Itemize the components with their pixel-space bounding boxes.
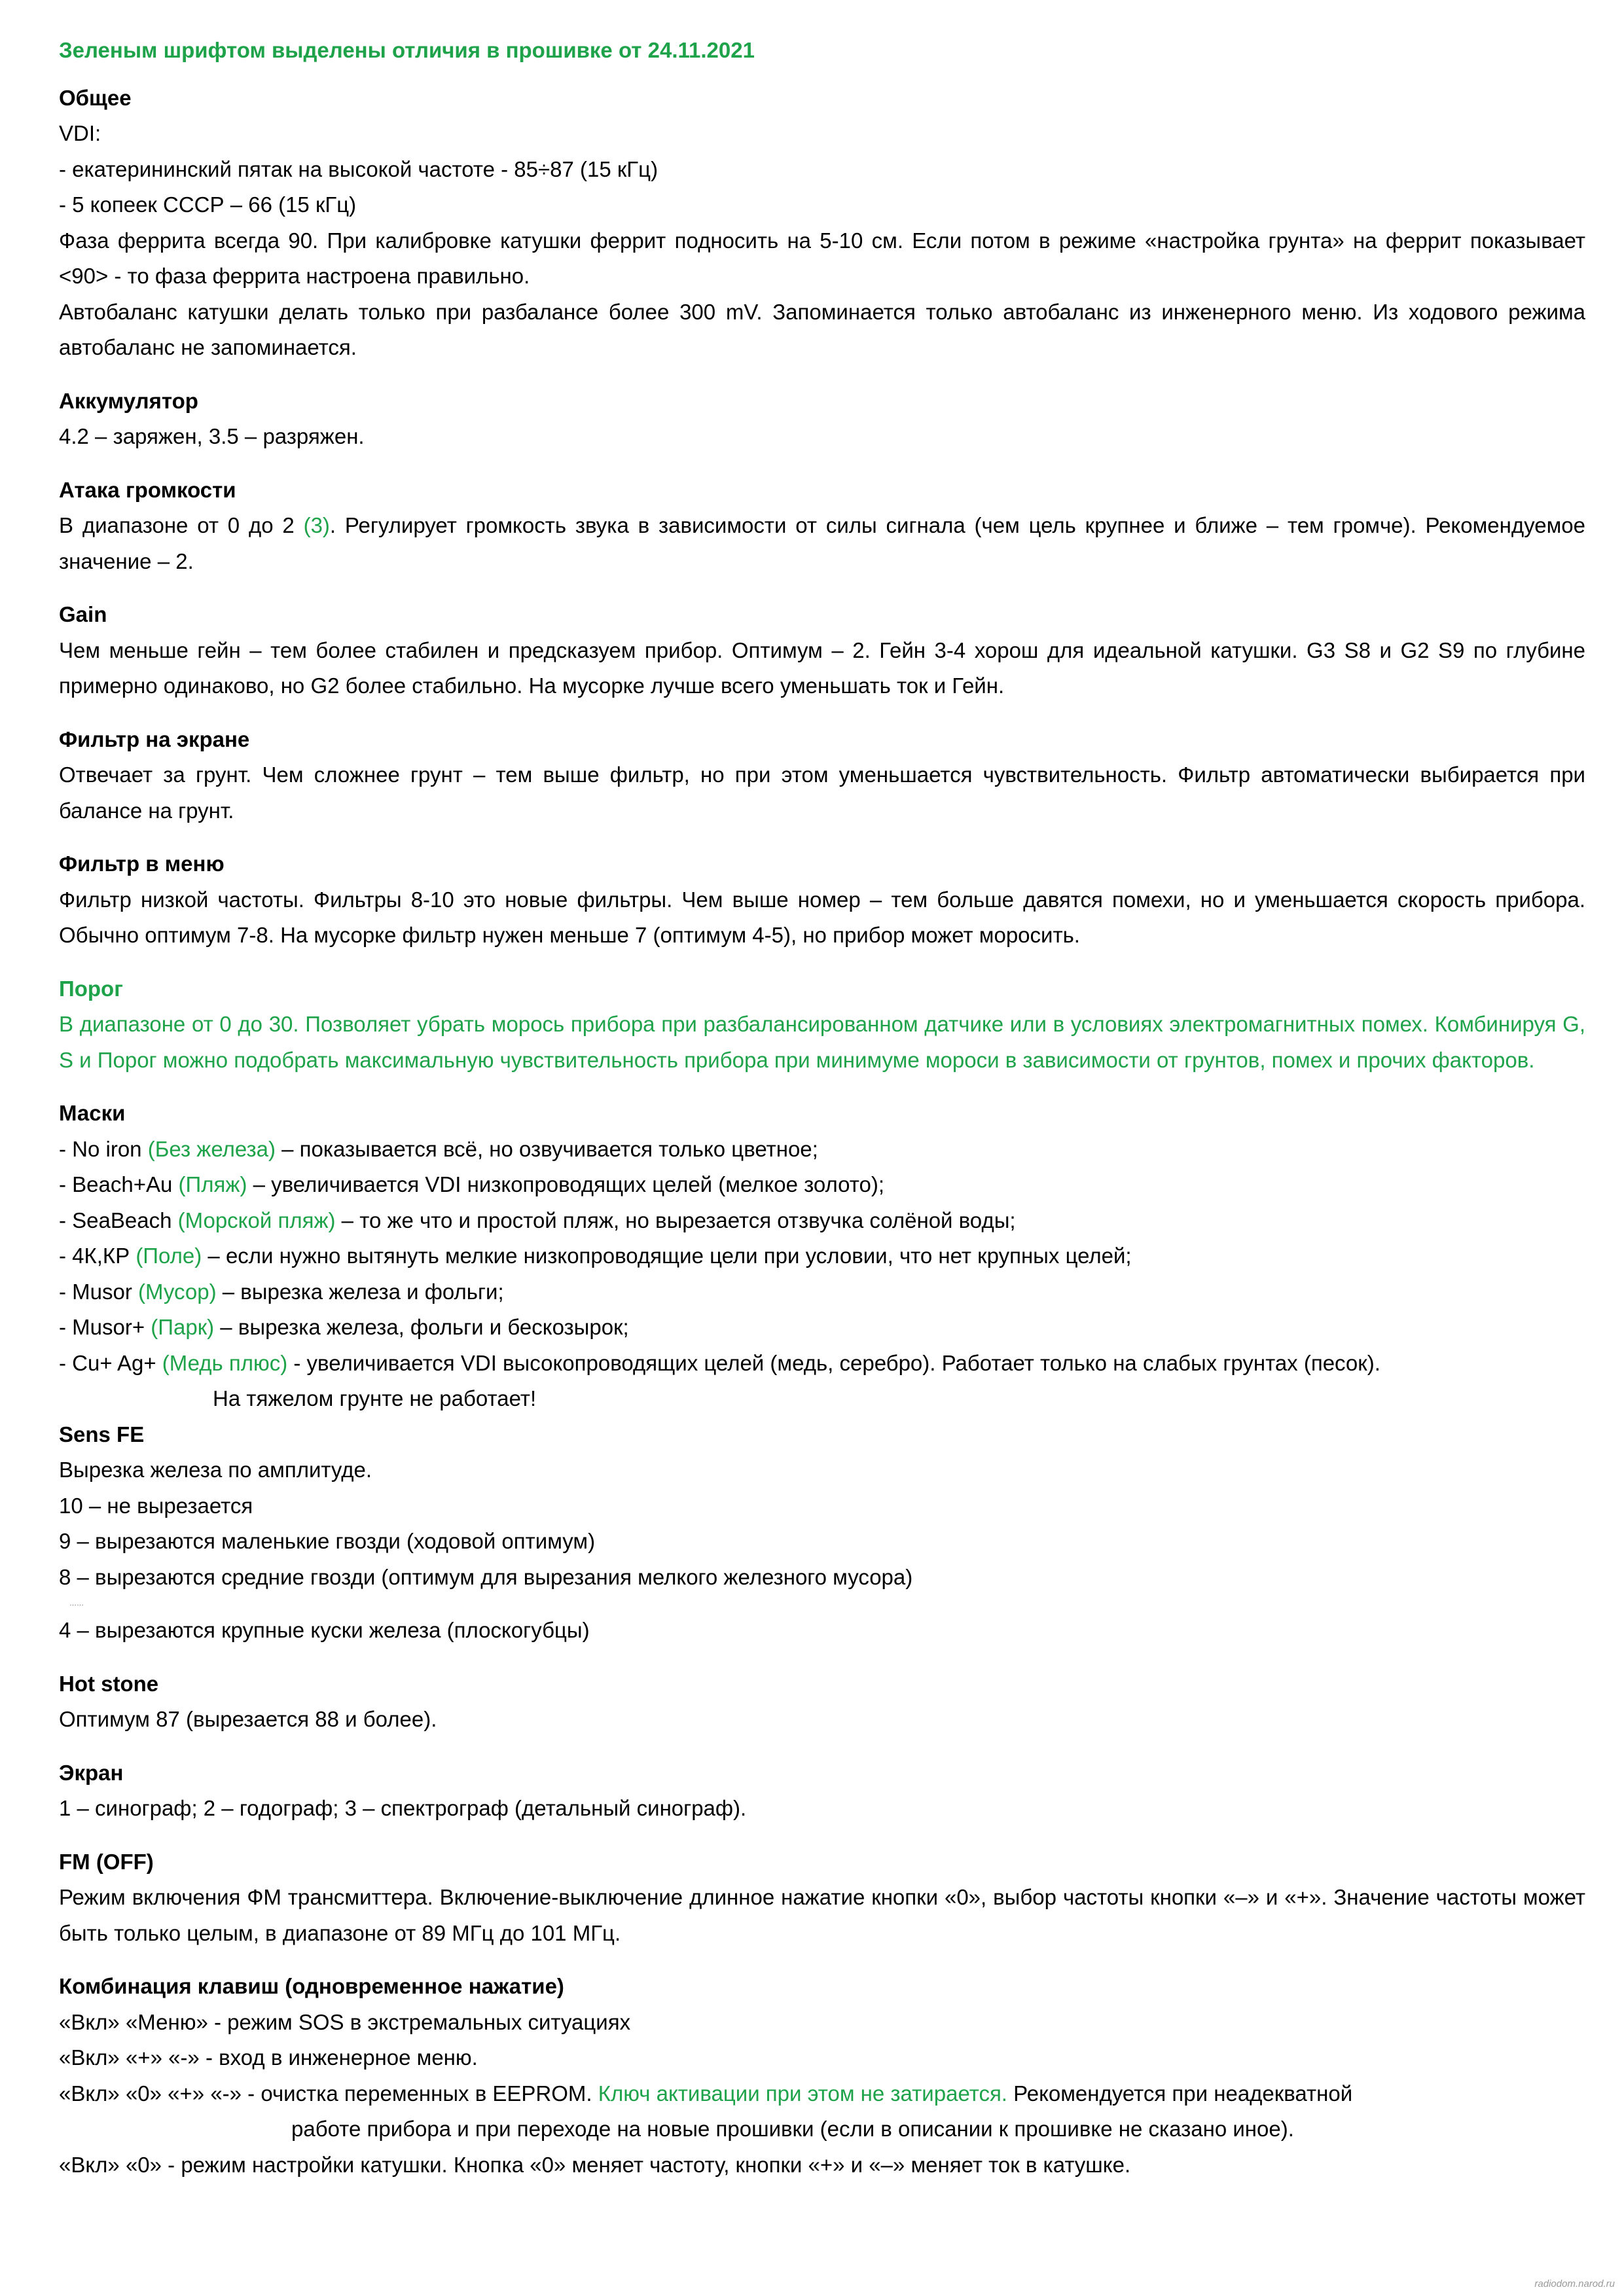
section-heading: Sens FE — [59, 1422, 145, 1446]
paragraph: Режим включения ФМ трансмиттера. Включение-выключение длинное нажатие кнопки «0», выбор частоты кнопки «–» и «+». Значение частоты может быть только целым, в диапазоне от 89 МГц до 101 МГц. — [59, 1885, 1585, 1945]
paragraph-continuation: работе прибора и при переходе на новые прошивки (если в описании к прошивке не сказано иное). — [291, 2117, 1294, 2141]
section-heading: Gain — [59, 602, 107, 626]
section-gain — [59, 597, 1585, 704]
section-heading: Порог — [59, 976, 123, 1001]
section-heading: Комбинация клавиш (одновременное нажатие) — [59, 1974, 564, 1998]
item-description: – увеличивается VDI низкопроводящих целей (мелкое золото); — [247, 1172, 885, 1196]
section-volume-attack — [59, 473, 1585, 580]
paragraph-line: «Вкл» «Меню» - режим SOS в экстремальных ситуациях — [59, 2009, 631, 2034]
item-label: - No iron — [59, 1136, 148, 1161]
section-filter-menu — [59, 846, 1585, 954]
item-description: – если нужно вытянуть мелкие низкопроводящие цели при условии, что нет крупных целей; — [202, 1244, 1132, 1268]
paragraph: 4.2 – заряжен, 3.5 – разряжен. — [59, 424, 365, 448]
section-heading: FM (OFF) — [59, 1849, 154, 1874]
paragraph — [59, 508, 1585, 579]
section-key-combinations — [59, 1969, 1585, 2183]
highlight-text: (3) — [303, 513, 330, 537]
paragraph-line: - екатерининский пятак на высокой частоте - 85÷87 (15 кГц) — [59, 156, 659, 181]
list-item-continuation: На тяжелом грунте не работает! — [213, 1386, 537, 1410]
highlight-text: Ключ активации при этом не затирается. — [598, 2081, 1007, 2106]
item-description: – вырезка железа и фольги; — [216, 1279, 504, 1304]
highlight-text: (Мусор) — [138, 1279, 217, 1304]
section-heading: Общее — [59, 85, 132, 110]
text-run: В диапазоне от 0 до 2 — [59, 513, 304, 537]
item-description: - увеличивается VDI высокопроводящих целей (медь, серебро). Работает только на слабых грунтах (песок). — [287, 1350, 1380, 1375]
list-item — [59, 1238, 1585, 1274]
highlight-text: (Медь плюс) — [162, 1350, 288, 1375]
paragraph: 1 – синограф; 2 – годограф; 3 – спектрограф (детальный синограф). — [59, 1796, 747, 1820]
section-general — [59, 81, 1585, 366]
section-fm — [59, 1844, 1585, 1952]
paragraph: Отвечает за грунт. Чем сложнее грунт – тем выше фильтр, но при этом уменьшается чувствительность. Фильтр автоматически выбирается при балансе на грунт. — [59, 762, 1585, 823]
section-heading: Hot stone — [59, 1671, 159, 1696]
item-description: – показывается всё, но озвучивается только цветное; — [275, 1136, 818, 1161]
list-item — [59, 1274, 1585, 1310]
item-label: - Cu+ Ag+ — [59, 1350, 162, 1375]
paragraph-line: 10 – не вырезается — [59, 1493, 253, 1518]
item-description: – то же что и простой пляж, но вырезается отзвучка солёной воды; — [335, 1208, 1016, 1232]
list-item — [59, 1310, 1585, 1346]
paragraph: В диапазоне от 0 до 30. Позволяет убрать морось прибора при разбалансированном датчике или в условиях электромагнитных помех. Комбинируя G, S и Порог можно подобрать максимальную чувствительность прибора при минимуме мороси в зависимости от грунтов, помех и прочих факторов. — [59, 1012, 1585, 1072]
list-item — [59, 1167, 1585, 1203]
highlight-text: (Без железа) — [147, 1136, 276, 1161]
section-heading: Маски — [59, 1101, 126, 1125]
highlight-text: (Поле) — [135, 1244, 202, 1268]
paragraph-line — [59, 2076, 1585, 2112]
list-item — [59, 1346, 1585, 1382]
paragraph-line: VDI: — [59, 121, 101, 145]
section-heading: Экран — [59, 1760, 124, 1785]
item-label: - SeaBeach — [59, 1208, 178, 1232]
paragraph: Чем меньше гейн – тем более стабилен и предсказуем прибор. Оптимум – 2. Гейн 3-4 хорош для идеальной катушки. G3 S8 и G2 S9 по глубине примерно одинаково, но G2 более стабильно. На мусорке лучше всего уменьшать ток и Гейн. — [59, 637, 1585, 698]
item-description: – вырезка железа, фольги и бескозырок; — [214, 1315, 629, 1339]
text-run: . Регулирует громкость звука в зависимости от силы сигнала (чем цель крупнее и ближе – тем громче). Рекомендуемое значение – 2. — [59, 513, 1585, 573]
paragraph: Фильтр низкой частоты. Фильтры 8-10 это новые фильтры. Чем выше номер – тем больше давятся помехи, но и уменьшается скорость прибора. Обычно оптимум 7-8. На мусорке фильтр нужен меньше 7 (оптимум 4-5), но прибор может моросить. — [59, 887, 1585, 947]
section-threshold — [59, 971, 1585, 1079]
section-battery — [59, 384, 1585, 455]
paragraph-line: 9 – вырезаются маленькие гвозди (ходовой оптимум) — [59, 1529, 596, 1553]
section-heading: Фильтр на экране — [59, 726, 250, 751]
highlight-text: (Пляж) — [178, 1172, 247, 1196]
item-label: - 4К,КР — [59, 1244, 136, 1268]
section-heading: Атака громкости — [59, 477, 236, 502]
section-filter-screen — [59, 722, 1585, 829]
section-heading: Аккумулятор — [59, 388, 198, 413]
text-run: «Вкл» «0» «+» «-» - очистка переменных в EEPROM. — [59, 2081, 598, 2106]
paragraph-line: 8 – вырезаются средние гвозди (оптимум для вырезания мелкого железного мусора) — [59, 1564, 913, 1589]
highlight-text: (Парк) — [151, 1315, 215, 1339]
section-heading: Фильтр в меню — [59, 852, 225, 876]
paragraph: Оптимум 87 (вырезается 88 и более). — [59, 1707, 437, 1731]
list-item — [59, 1132, 1585, 1168]
section-hot-stone — [59, 1666, 1585, 1738]
section-screen — [59, 1755, 1585, 1827]
paragraph-line: Вырезка железа по амплитуде. — [59, 1458, 372, 1482]
document-body — [59, 33, 1585, 2200]
paragraph-line: 4 – вырезаются крупные куски железа (плоскогубцы) — [59, 1618, 590, 1642]
section-sens-fe — [59, 1417, 1585, 1649]
paragraph-line: «Вкл» «+» «-» - вход в инженерное меню. — [59, 2045, 478, 2070]
paragraph: Фаза феррита всегда 90. При калибровке катушки феррит подносить на 5-10 см. Если потом в режиме «настройка грунта» на феррит показывает <90> - то фаза феррита настроена правильно. — [59, 228, 1585, 288]
section-masks — [59, 1096, 1585, 1417]
paragraph-line: «Вкл» «0» - режим настройки катушки. Кнопка «0» меняет частоту, кнопки «+» и «–» меняет ток в катушке. — [59, 2152, 1131, 2177]
list-item — [59, 1203, 1585, 1239]
paragraph: Автобаланс катушки делать только при разбалансе более 300 mV. Запоминается только автобаланс из инженерного меню. Из ходового режима автобаланс не запоминается. — [59, 299, 1585, 359]
text-run: Рекомендуется при неадекватной — [1007, 2081, 1353, 2106]
watermark: radiodom.narod.ru — [1534, 2278, 1615, 2289]
item-label: - Musor+ — [59, 1315, 151, 1339]
item-label: - Beach+Au — [59, 1172, 179, 1196]
ellipsis-marker: …… — [69, 1600, 84, 1607]
item-label: - Musor — [59, 1279, 139, 1304]
paragraph-line: - 5 копеек СССР – 66 (15 кГц) — [59, 192, 357, 217]
highlight-text: (Морской пляж) — [177, 1208, 336, 1232]
document-title: Зеленым шрифтом выделены отличия в прошивке от 24.11.2021 — [59, 38, 755, 62]
